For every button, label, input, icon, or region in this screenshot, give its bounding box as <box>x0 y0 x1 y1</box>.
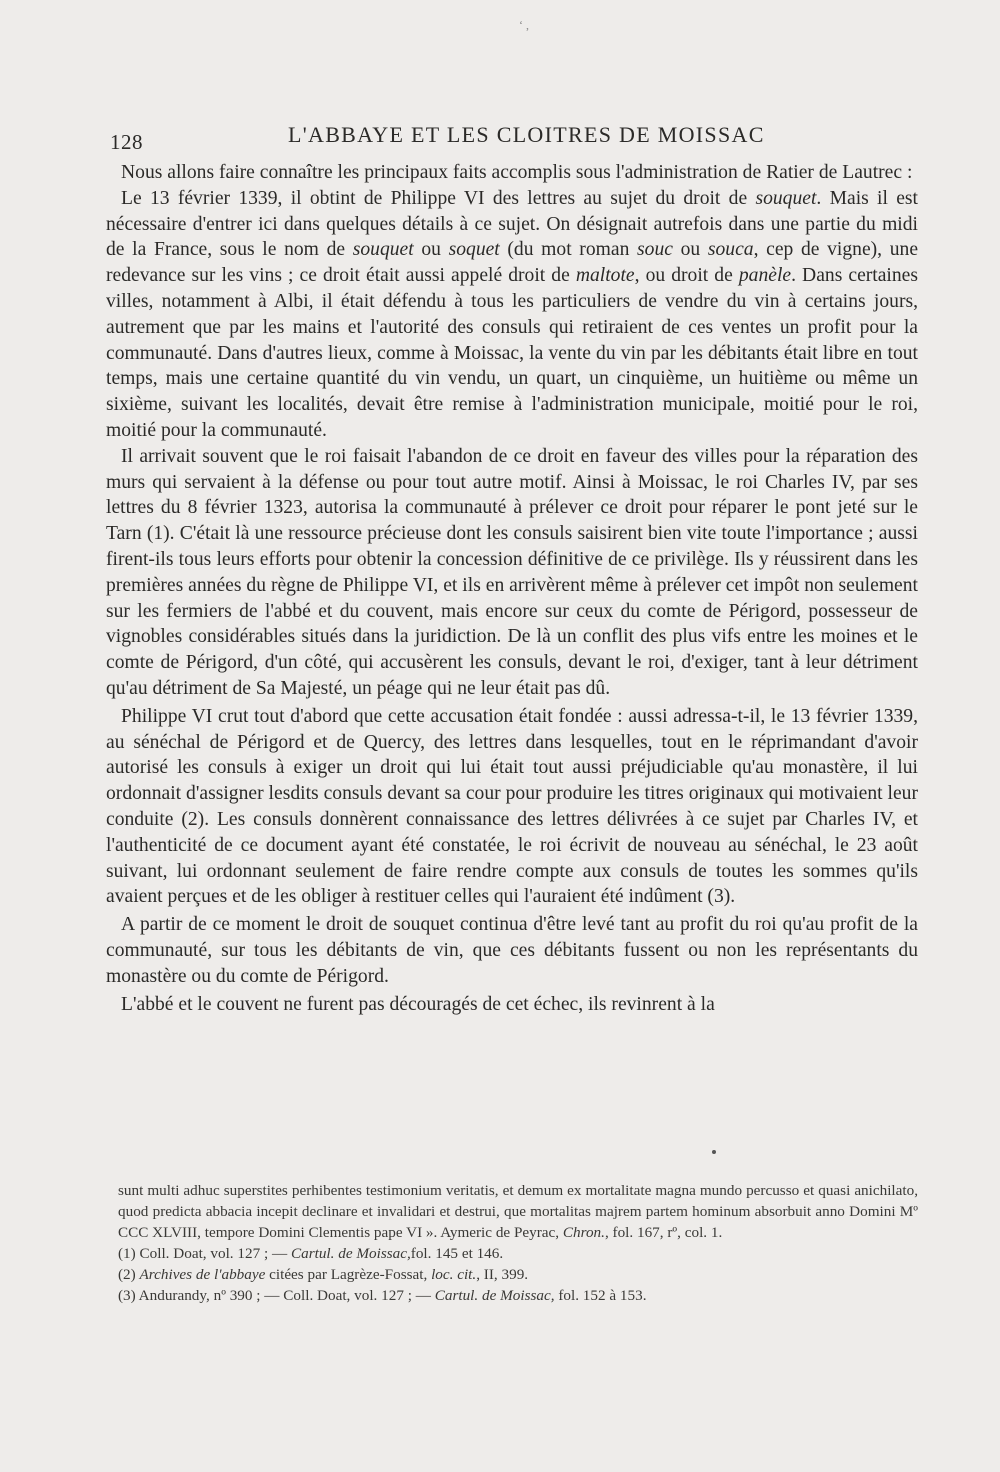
italic-term: Cartul. de Moissac, <box>434 1287 555 1304</box>
text-segment: fol. 145 et 146. <box>410 1245 504 1262</box>
text-segment: ou <box>672 239 708 261</box>
text-segment: , fol. 167, rº, col. 1. <box>604 1224 723 1241</box>
main-text <box>106 160 918 1017</box>
italic-term: souquet <box>755 187 817 209</box>
footnote-2 <box>118 1264 918 1285</box>
footnote-3 <box>118 1285 918 1306</box>
text-segment: , II, 399. <box>476 1266 529 1283</box>
running-title: L'ABBAYE ET LES CLOITRES DE MOISSAC <box>288 122 765 147</box>
paragraph-abandon: Il arrivait souvent que le roi faisait l'abandon de ce droit en faveur des villes pour la réparation des murs qui servaient à la défense ou pour tout autre motif. Ainsi à Moissac, le roi Charles IV, par ses lettres du 8 février 1323, autorisa la communauté à prélever ce droit pour réparer le pont jeté sur le Tarn (1). C'était là une ressource précieuse dont les consuls saisirent bien vite toute l'importance ; aussi firent-ils tous leurs efforts pour obtenir la concession définitive de ce privilège. Ils y réussirent dans les premières années du règne de Philippe VI, et ils en arrivèrent même à prélever cet impôt non seulement sur les fermiers de l'abbé et du couvent, mais encore sur ceux du comte de Périgord, possesseur de vignobles considérables situés dans la juridiction. De là un conflit des plus vifs entre les moines et le comte de Périgord, d'un côté, qui accusèrent les consuls, devant le roi, d'exiger, tant à leur détriment qu'au détriment de Sa Majesté, un péage qui ne leur était pas dû. <box>106 445 918 699</box>
footnote-continuation <box>118 1180 918 1243</box>
paragraph-souquet <box>106 186 918 444</box>
text-segment: . Mais il est nécessaire d'entrer ici dans quelques détails à ce sujet. On désignait autrefois dans une partie du midi de la France, sous le nom de <box>106 187 919 261</box>
page-number: 128 <box>110 130 143 154</box>
italic-term: souc <box>637 239 673 261</box>
italic-term: loc. cit. <box>431 1266 477 1283</box>
paragraph-abbe: L'abbé et le couvent ne furent pas découragés de cet échec, ils revinrent à la <box>121 993 715 1015</box>
ink-dot <box>712 1150 716 1154</box>
footnote-1 <box>118 1243 918 1264</box>
italic-term: maltote <box>575 265 635 287</box>
stray-mark: ‘ , <box>519 18 529 32</box>
italic-term: Archives de l'abbaye <box>139 1266 266 1283</box>
text-segment: , cep de vigne), une redevance sur les vins ; ce droit était aussi appelé droit de <box>106 239 919 287</box>
paragraph-intro: Nous allons faire connaître les principaux faits accomplis sous l'administration de Ratier de Lautrec : <box>121 162 913 183</box>
paragraph-philippe: Philippe VI crut tout d'abord que cette accusation était fondée : aussi adressa-t-il, le 13 février 1339, au sénéchal de Périgord et de Quercy, des lettres dans lesquelles, tout en le réprimandant d'avoir autorisé les consuls à exiger un droit qui lui était tout aussi préjudiciable qu'au monastère, il lui ordonnait d'assigner lesdits consuls devant sa cour pour produire les titres originaux qui motivaient leur conduite (2). Les consuls donnèrent connaissance des lettres délivrées à ce sujet par Charles IV, et l'authenticité de ce document ayant été constatée, le roi écrivit de nouveau au sénéchal, le 23 août suivant, lui ordonnant seulement de faire rendre compte aux consuls de toutes les sommes qu'ils avaient perçues et de les obliger à restituer celles qui l'auraient été indûment (3). <box>106 705 918 908</box>
italic-term: Chron. <box>562 1224 605 1241</box>
text-segment: ou <box>413 239 449 261</box>
footnotes <box>118 1180 918 1306</box>
text-segment: , ou droit de <box>634 265 739 287</box>
text-segment: (1) Coll. Doat, vol. 127 ; — <box>118 1245 291 1262</box>
text-segment: (3) Andurandy, nº 390 ; — Coll. Doat, vol. 127 ; — <box>118 1287 435 1304</box>
text-segment: sunt multi adhuc superstites perhibentes testimonium veritatis, et demum ex mortalitate magna mundo percusso et quasi anichilato, quod predicta abbacia incepit declinare et invalidari et destrui, que mortalitas majrem partem hominum absorbuit anno Domini Mº CCC XLVIII, tempore Domini Clementis pape VI ». Aymeric de Peyrac, <box>118 1182 918 1241</box>
italic-term: Cartul. de Moissac, <box>290 1245 411 1262</box>
text-segment: Le 13 février 1339, il obtint de Philippe VI des lettres au sujet du droit de <box>121 187 756 209</box>
text-segment: (2) <box>118 1266 140 1283</box>
page-header <box>110 122 918 162</box>
italic-term: soquet <box>448 239 500 261</box>
italic-term: panèle <box>738 265 792 287</box>
paragraph-partir: A partir de ce moment le droit de souquet continua d'être levé tant au profit du roi qu'au profit de la communauté, sur tous les débitants de vin, que ces débitants fussent ou non les représentants du monastère ou du comte de Périgord. <box>106 914 918 987</box>
text-segment: . Dans certaines villes, notamment à Albi, il était défendu à tous les particuliers de vendre du vin à certains jours, autrement que par les mains et l'autorité des consuls qui retiraient de ces ventes un profit pour la communauté. Dans d'autres lieux, comme à Moissac, la vente du vin par les débitants était libre en tout temps, mais une certaine quantité du vin vendu, un quart, un cinquième, un huitième ou même un sixième, suivant les localités, devait être remise à l'administration municipale, moitié pour le roi, moitié pour la communauté. <box>106 265 918 441</box>
text-segment: fol. 152 à 153. <box>554 1287 647 1304</box>
text-segment: citées par Lagrèze-Fossat, <box>265 1266 432 1283</box>
italic-term: souca <box>707 239 754 261</box>
italic-term: souquet <box>352 239 414 261</box>
text-segment: (du mot roman <box>499 239 638 261</box>
